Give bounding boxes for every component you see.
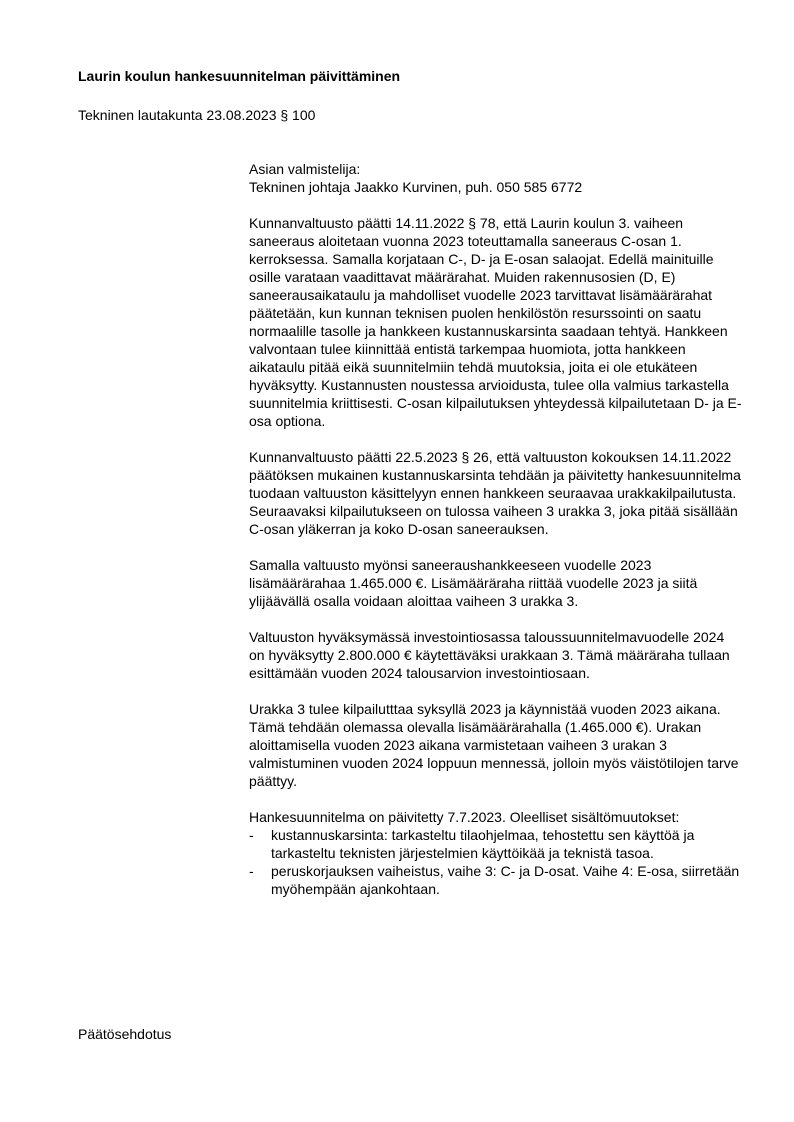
changes-list (249, 826, 743, 898)
list-marker: - (249, 863, 254, 879)
paragraph-4: Valtuuston hyväksymässä investointiosassa taloussuunnitelmavuodelle 2024 on hyväksytty 2.800.000 € käytettäväksi urakkaan 3. Tämä määräraha tullaan esittämään vuoden 2024 talousarvion investointiosaan. (249, 629, 730, 681)
preparer-name: Tekninen johtaja Jaakko Kurvinen, puh. 050 585 6772 (249, 179, 583, 195)
meeting-reference: Tekninen lautakunta 23.08.2023 § 100 (78, 107, 316, 123)
update-note: Hankesuunnitelma on päivitetty 7.7.2023. Oleelliset sisältömuutokset: (249, 809, 680, 825)
list-item (249, 826, 743, 862)
list-marker: - (249, 827, 254, 843)
list-item (249, 862, 743, 898)
paragraph-2: Kunnanvaltuusto päätti 22.5.2023 § 26, että valtuuston kokouksen 14.11.2022 päätöksen mukainen kustannuskarsinta tehdään ja päivitetty hankesuunnitelma tuodaan valtuuston käsittelyyn ennen hankkeen seuraavaa urakkakilpailutusta. Seuraavaksi kilpailutukseen on tulossa vaiheen 3 urakka 3, joka pitää sisällään C-osan yläkerran ja koko D-osan saneerauksen. (249, 449, 741, 537)
document-title: Laurin koulun hankesuunnitelman päivittäminen (78, 68, 401, 84)
preparer-block (249, 160, 743, 196)
proposal-heading: Päätösehdotus (78, 1026, 172, 1042)
paragraph-5: Urakka 3 tulee kilpailutttaa syksyllä 2023 ja käynnistää vuoden 2023 aikana. Tämä tehdään olemassa olevalla lisämäärärahalla (1.465.000 €). Urakan aloittamisella vuoden 2023 aikana varmistetaan vaiheen 3 urakan 3 valmistuminen vuoden 2024 loppuun mennessä, jolloin myös väistötilojen tarve päättyy. (249, 701, 739, 789)
paragraph-3: Samalla valtuusto myönsi saneeraushankkeeseen vuodelle 2023 lisämäärärahaa 1.465.000 €. Lisämääräraha riittää vuodelle 2023 ja siitä ylijäävällä osalla voidaan aloittaa vaiheen 3 urakka 3. (249, 557, 698, 609)
list-item-text: kustannuskarsinta: tarkasteltu tilaohjelmaa, tehostettu sen käyttöä ja tarkasteltu teknisten järjestelmien käyttöikää ja teknistä tasoa. (271, 827, 695, 861)
list-item-text: peruskorjauksen vaiheistus, vaihe 3: C- ja D-osat. Vaihe 4: E-osa, siirretään myöhempään ajankohtaan. (271, 863, 740, 897)
paragraph-1: Kunnanvaltuusto päätti 14.11.2022 § 78, että Laurin koulun 3. vaiheen saneeraus aloitetaan vuonna 2023 toteuttamalla saneeraus C-osan 1. kerroksessa. Samalla korjataan C-, D- ja E-osan salaojat. Edellä mainituille osille varataan vaadittavat määrärahat. Muiden rakennusosien (D, E) saneerausaikataulu ja mahdolliset vuodelle 2023 tarvittavat lisämäärärahat päätetään, kun kunnan teknisen puolen henkilöstön resurssointi on saatu normaalille tasolle ja hankkeen kustannuskarsinta saadaan tehtyä. Hankkeen valvontaan tulee kiinnittää entistä tarkempaa huomiota, jotta hankkeen aikataulu pitää eikä suunnitelmiin tehdä muutoksia, joita ei ole etukäteen hyväksytty. Kustannusten noustessa arvioidusta, tulee olla valmius tarkastella suunnitelmia kriittisesti. C-osan kilpailutuksen yhteydessä kilpailutetaan D- ja E-osa optiona. (249, 215, 742, 429)
preparer-label: Asian valmistelija: (249, 161, 361, 177)
document-body (249, 160, 743, 898)
